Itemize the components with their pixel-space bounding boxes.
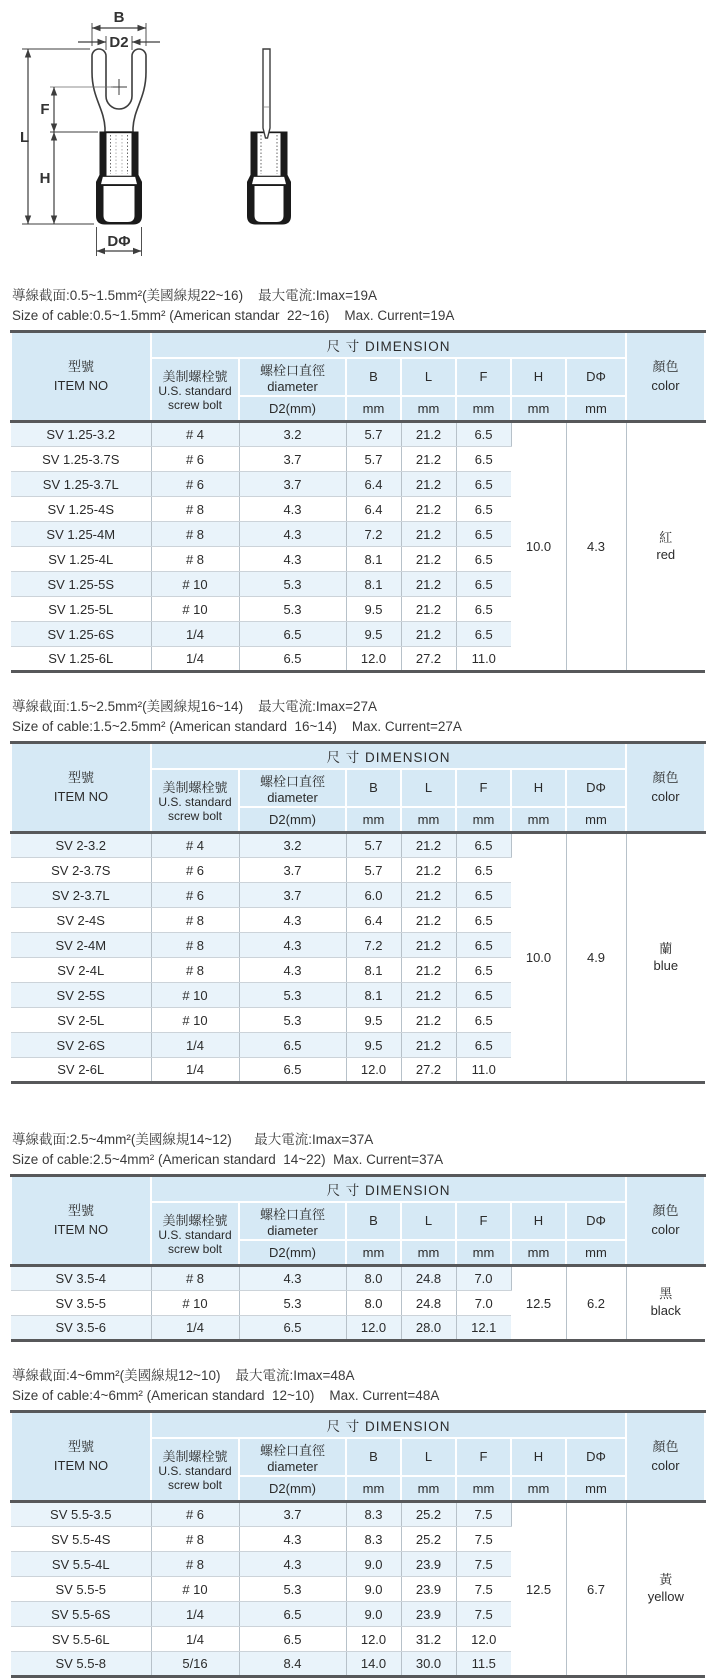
f-cell: 7.5	[456, 1502, 511, 1527]
header-dimension: 尺 寸 DIMENSION	[151, 743, 626, 769]
l-cell: 21.2	[401, 522, 456, 547]
header-unit-h: mm	[511, 1240, 566, 1266]
item-no-cell: SV 3.5-4	[11, 1266, 151, 1291]
header-unit-b: mm	[346, 1240, 401, 1266]
screw-bolt-cell: # 8	[151, 1527, 239, 1552]
table-body	[11, 1502, 705, 1677]
header-col-b: B	[346, 358, 401, 396]
b-cell: 5.7	[346, 833, 401, 858]
b-cell: 8.0	[346, 1266, 401, 1291]
header-unit-l: mm	[401, 1240, 456, 1266]
screw-bolt-cell: 1/4	[151, 1627, 239, 1652]
d2-cell: 6.5	[239, 1058, 346, 1083]
l-cell: 21.2	[401, 1033, 456, 1058]
b-cell: 6.4	[346, 497, 401, 522]
header-screw-bolt: 美制螺栓號 U.S. standard screw bolt	[151, 358, 239, 422]
h-value: 10.0	[511, 833, 566, 1083]
spec-section	[10, 284, 704, 673]
header-col-h: H	[511, 1438, 566, 1476]
header-col-dphi: DΦ	[566, 1438, 626, 1476]
l-cell: 21.2	[401, 958, 456, 983]
f-cell: 6.5	[456, 497, 511, 522]
section-title-zh: 導線截面:2.5~4mm²(美國線規14~12) 最大電流:Imax=37A	[12, 1132, 374, 1147]
screw-bolt-cell: # 10	[151, 983, 239, 1008]
item-no-cell: SV 2-4L	[11, 958, 151, 983]
header-unit-l: mm	[401, 807, 456, 833]
color-value: 黃 yellow	[626, 1502, 705, 1677]
d2-cell: 3.2	[239, 422, 346, 447]
d2-cell: 6.5	[239, 647, 346, 672]
item-no-cell: SV 5.5-5	[11, 1577, 151, 1602]
l-cell: 27.2	[401, 647, 456, 672]
table-body	[11, 1266, 705, 1341]
f-cell: 6.5	[456, 858, 511, 883]
table-body	[11, 422, 705, 672]
d2-cell: 3.7	[239, 472, 346, 497]
header-d2-unit: D2(mm)	[239, 1240, 346, 1266]
l-cell: 28.0	[401, 1316, 456, 1341]
pin-side	[263, 49, 270, 138]
item-no-cell: SV 5.5-6S	[11, 1602, 151, 1627]
screw-bolt-cell: 1/4	[151, 1602, 239, 1627]
header-unit-b: mm	[346, 1476, 401, 1502]
d2-cell: 4.3	[239, 1552, 346, 1577]
header-dimension: 尺 寸 DIMENSION	[151, 1412, 626, 1438]
screw-bolt-cell: # 10	[151, 1008, 239, 1033]
l-cell: 21.2	[401, 883, 456, 908]
b-cell: 8.1	[346, 547, 401, 572]
header-screw-bolt: 美制螺栓號 U.S. standard screw bolt	[151, 1438, 239, 1502]
l-cell: 31.2	[401, 1627, 456, 1652]
terminal-side-view	[248, 49, 291, 224]
section-title-en: Size of cable:4~6mm² (American standard 12~10) Max. Current=48A	[12, 1388, 440, 1403]
f-cell: 6.5	[456, 1008, 511, 1033]
table-row	[11, 422, 705, 447]
header-unit-h: mm	[511, 1476, 566, 1502]
header-unit-f: mm	[456, 1476, 511, 1502]
d2-cell: 4.3	[239, 908, 346, 933]
screw-bolt-cell: 1/4	[151, 1033, 239, 1058]
header-d2-unit: D2(mm)	[239, 396, 346, 422]
table-row	[11, 833, 705, 858]
section-title	[12, 284, 704, 323]
b-cell: 8.3	[346, 1527, 401, 1552]
d2-cell: 6.5	[239, 1316, 346, 1341]
f-cell: 7.5	[456, 1602, 511, 1627]
header-col-f: F	[456, 769, 511, 807]
dimension-table	[10, 1174, 706, 1342]
item-no-cell: SV 2-4S	[11, 908, 151, 933]
d2-cell: 5.3	[239, 572, 346, 597]
f-cell: 6.5	[456, 983, 511, 1008]
b-cell: 8.1	[346, 983, 401, 1008]
item-no-cell: SV 3.5-6	[11, 1316, 151, 1341]
item-no-cell: SV 2-5L	[11, 1008, 151, 1033]
item-no-cell: SV 3.5-5	[11, 1291, 151, 1316]
item-no-cell: SV 5.5-4L	[11, 1552, 151, 1577]
b-cell: 8.3	[346, 1502, 401, 1527]
item-no-cell: SV 1.25-3.7L	[11, 472, 151, 497]
l-cell: 21.2	[401, 622, 456, 647]
header-col-f: F	[456, 1202, 511, 1240]
item-no-cell: SV 1.25-4L	[11, 547, 151, 572]
l-cell: 21.2	[401, 858, 456, 883]
f-cell: 6.5	[456, 597, 511, 622]
sections	[10, 284, 704, 1678]
header-diameter: 螺栓口直徑 diameter	[239, 769, 346, 807]
b-cell: 12.0	[346, 647, 401, 672]
color-value: 蘭 blue	[626, 833, 705, 1083]
screw-bolt-cell: 1/4	[151, 647, 239, 672]
b-cell: 6.4	[346, 472, 401, 497]
b-cell: 9.5	[346, 1008, 401, 1033]
section-title-zh: 導線截面:0.5~1.5mm²(美國線規22~16) 最大電流:Imax=19A	[12, 288, 377, 303]
l-cell: 30.0	[401, 1652, 456, 1677]
header-unit-dphi: mm	[566, 396, 626, 422]
f-cell: 6.5	[456, 883, 511, 908]
l-cell: 23.9	[401, 1577, 456, 1602]
f-cell: 6.5	[456, 472, 511, 497]
header-dimension: 尺 寸 DIMENSION	[151, 1176, 626, 1202]
section-title-zh: 導線截面:1.5~2.5mm²(美國線規16~14) 最大電流:Imax=27A	[12, 699, 377, 714]
h-value: 12.5	[511, 1502, 566, 1677]
header-col-b: B	[346, 1438, 401, 1476]
b-cell: 5.7	[346, 858, 401, 883]
f-cell: 6.5	[456, 447, 511, 472]
screw-bolt-cell: # 8	[151, 933, 239, 958]
d2-cell: 5.3	[239, 597, 346, 622]
f-cell: 7.5	[456, 1577, 511, 1602]
header-item-no: 型號 ITEM NO	[11, 1412, 151, 1502]
b-cell: 7.2	[346, 522, 401, 547]
item-no-cell: SV 2-3.2	[11, 833, 151, 858]
l-cell: 21.2	[401, 422, 456, 447]
header-col-l: L	[401, 1438, 456, 1476]
l-cell: 21.2	[401, 933, 456, 958]
f-cell: 12.0	[456, 1627, 511, 1652]
f-cell: 11.0	[456, 647, 511, 672]
f-cell: 11.5	[456, 1652, 511, 1677]
item-no-cell: SV 1.25-6L	[11, 647, 151, 672]
header-d2-unit: D2(mm)	[239, 1476, 346, 1502]
screw-bolt-cell: # 10	[151, 1291, 239, 1316]
item-no-cell: SV 1.25-4M	[11, 522, 151, 547]
screw-bolt-cell: # 10	[151, 1577, 239, 1602]
item-no-cell: SV 5.5-3.5	[11, 1502, 151, 1527]
l-cell: 21.2	[401, 547, 456, 572]
item-no-cell: SV 2-6S	[11, 1033, 151, 1058]
dim-label-d2: D2	[109, 34, 129, 51]
item-no-cell: SV 2-3.7S	[11, 858, 151, 883]
l-cell: 24.8	[401, 1266, 456, 1291]
f-cell: 6.5	[456, 908, 511, 933]
screw-bolt-cell: # 6	[151, 883, 239, 908]
screw-bolt-cell: # 8	[151, 497, 239, 522]
b-cell: 9.5	[346, 597, 401, 622]
d2-cell: 4.3	[239, 1527, 346, 1552]
f-cell: 6.5	[456, 958, 511, 983]
l-cell: 21.2	[401, 833, 456, 858]
item-no-cell: SV 1.25-3.7S	[11, 447, 151, 472]
item-no-cell: SV 5.5-8	[11, 1652, 151, 1677]
f-cell: 6.5	[456, 522, 511, 547]
b-cell: 9.0	[346, 1602, 401, 1627]
screw-bolt-cell: # 10	[151, 572, 239, 597]
screw-bolt-cell: # 8	[151, 547, 239, 572]
header-unit-l: mm	[401, 1476, 456, 1502]
dim-label-b: B	[113, 10, 125, 26]
b-cell: 9.0	[346, 1577, 401, 1602]
d2-cell: 5.3	[239, 1577, 346, 1602]
b-cell: 14.0	[346, 1652, 401, 1677]
d2-cell: 4.3	[239, 522, 346, 547]
terminal-front-view	[50, 49, 146, 224]
header-unit-b: mm	[346, 396, 401, 422]
item-no-cell: SV 2-6L	[11, 1058, 151, 1083]
f-cell: 6.5	[456, 572, 511, 597]
dim-label-h: H	[39, 170, 51, 187]
header-unit-h: mm	[511, 807, 566, 833]
section-title	[12, 695, 704, 734]
dim-label-l: L	[20, 129, 30, 146]
header-col-b: B	[346, 769, 401, 807]
header-col-l: L	[401, 769, 456, 807]
dphi-value: 6.2	[566, 1266, 626, 1341]
header-item-no: 型號 ITEM NO	[11, 332, 151, 422]
item-no-cell: SV 5.5-4S	[11, 1527, 151, 1552]
section-title-en: Size of cable:0.5~1.5mm² (American standar 22~16) Max. Current=19A	[12, 308, 455, 323]
item-no-cell: SV 1.25-3.2	[11, 422, 151, 447]
dim-label-dphi: DΦ	[107, 233, 131, 250]
header-col-l: L	[401, 358, 456, 396]
header-col-dphi: DΦ	[566, 1202, 626, 1240]
item-no-cell: SV 2-4M	[11, 933, 151, 958]
l-cell: 27.2	[401, 1058, 456, 1083]
header-unit-h: mm	[511, 396, 566, 422]
screw-bolt-cell: # 8	[151, 908, 239, 933]
d2-cell: 6.5	[239, 1602, 346, 1627]
header-diameter: 螺栓口直徑 diameter	[239, 1202, 346, 1240]
header-unit-dphi: mm	[566, 807, 626, 833]
header-col-dphi: DΦ	[566, 769, 626, 807]
header-color: 顏色 color	[626, 743, 705, 833]
screw-bolt-cell: # 10	[151, 597, 239, 622]
header-unit-f: mm	[456, 807, 511, 833]
screw-bolt-cell: # 8	[151, 1552, 239, 1577]
header-col-h: H	[511, 769, 566, 807]
terminal-drawing	[14, 10, 326, 262]
h-value: 12.5	[511, 1266, 566, 1341]
dphi-value: 4.9	[566, 833, 626, 1083]
dimension-table	[10, 330, 706, 673]
l-cell: 21.2	[401, 1008, 456, 1033]
spec-section	[10, 1364, 704, 1678]
b-cell: 6.4	[346, 908, 401, 933]
l-cell: 25.2	[401, 1527, 456, 1552]
screw-bolt-cell: # 8	[151, 1266, 239, 1291]
screw-bolt-cell: 5/16	[151, 1652, 239, 1677]
l-cell: 23.9	[401, 1552, 456, 1577]
d2-cell: 4.3	[239, 497, 346, 522]
f-cell: 6.5	[456, 833, 511, 858]
item-no-cell: SV 2-3.7L	[11, 883, 151, 908]
header-unit-f: mm	[456, 1240, 511, 1266]
d2-cell: 5.3	[239, 1008, 346, 1033]
screw-bolt-cell: 1/4	[151, 1058, 239, 1083]
screw-bolt-cell: # 6	[151, 858, 239, 883]
item-no-cell: SV 1.25-5L	[11, 597, 151, 622]
b-cell: 12.0	[346, 1058, 401, 1083]
l-cell: 23.9	[401, 1602, 456, 1627]
d2-cell: 5.3	[239, 983, 346, 1008]
header-item-no: 型號 ITEM NO	[11, 1176, 151, 1266]
item-no-cell: SV 2-5S	[11, 983, 151, 1008]
header-unit-b: mm	[346, 807, 401, 833]
header-unit-f: mm	[456, 396, 511, 422]
section-title	[12, 1364, 704, 1403]
d2-cell: 3.7	[239, 447, 346, 472]
b-cell: 5.7	[346, 422, 401, 447]
item-no-cell: SV 1.25-6S	[11, 622, 151, 647]
screw-bolt-cell: # 8	[151, 522, 239, 547]
header-color: 顏色 color	[626, 1176, 705, 1266]
f-cell: 6.5	[456, 547, 511, 572]
header-d2-unit: D2(mm)	[239, 807, 346, 833]
table-row	[11, 1266, 705, 1291]
d2-cell: 4.3	[239, 933, 346, 958]
table-body	[11, 833, 705, 1083]
b-cell: 9.0	[346, 1552, 401, 1577]
screw-bolt-cell: # 6	[151, 447, 239, 472]
b-cell: 9.5	[346, 1033, 401, 1058]
dimension-table	[10, 741, 706, 1084]
f-cell: 7.5	[456, 1552, 511, 1577]
l-cell: 24.8	[401, 1291, 456, 1316]
b-cell: 8.1	[346, 572, 401, 597]
d2-cell: 3.2	[239, 833, 346, 858]
b-cell: 12.0	[346, 1627, 401, 1652]
screw-bolt-cell: # 8	[151, 958, 239, 983]
l-cell: 21.2	[401, 983, 456, 1008]
table-row	[11, 1502, 705, 1527]
section-title	[12, 1128, 704, 1167]
b-cell: 8.1	[346, 958, 401, 983]
header-screw-bolt: 美制螺栓號 U.S. standard screw bolt	[151, 769, 239, 833]
header-col-f: F	[456, 358, 511, 396]
b-cell: 12.0	[346, 1316, 401, 1341]
h-value: 10.0	[511, 422, 566, 672]
l-cell: 21.2	[401, 497, 456, 522]
d2-cell: 8.4	[239, 1652, 346, 1677]
b-cell: 6.0	[346, 883, 401, 908]
header-screw-bolt: 美制螺栓號 U.S. standard screw bolt	[151, 1202, 239, 1266]
dphi-value: 6.7	[566, 1502, 626, 1677]
f-cell: 6.5	[456, 933, 511, 958]
b-cell: 5.7	[346, 447, 401, 472]
d2-cell: 3.7	[239, 883, 346, 908]
header-color: 顏色 color	[626, 332, 705, 422]
color-value: 紅 red	[626, 422, 705, 672]
table-header	[11, 743, 705, 833]
screw-bolt-cell: # 4	[151, 422, 239, 447]
b-cell: 8.0	[346, 1291, 401, 1316]
f-cell: 6.5	[456, 422, 511, 447]
f-cell: 11.0	[456, 1058, 511, 1083]
d2-cell: 3.7	[239, 1502, 346, 1527]
d2-cell: 4.3	[239, 958, 346, 983]
b-cell: 9.5	[346, 622, 401, 647]
header-color: 顏色 color	[626, 1412, 705, 1502]
f-cell: 6.5	[456, 622, 511, 647]
header-diameter: 螺栓口直徑 diameter	[239, 358, 346, 396]
d2-cell: 6.5	[239, 1033, 346, 1058]
header-unit-l: mm	[401, 396, 456, 422]
f-cell: 7.5	[456, 1527, 511, 1552]
header-col-dphi: DΦ	[566, 358, 626, 396]
table-header	[11, 1176, 705, 1266]
header-col-b: B	[346, 1202, 401, 1240]
f-cell: 6.5	[456, 1033, 511, 1058]
header-col-h: H	[511, 1202, 566, 1240]
header-unit-dphi: mm	[566, 1240, 626, 1266]
dim-label-f: F	[40, 101, 50, 118]
spec-section	[10, 695, 704, 1084]
f-cell: 7.0	[456, 1291, 511, 1316]
dphi-value: 4.3	[566, 422, 626, 672]
section-title-zh: 導線截面:4~6mm²(美國線規12~10) 最大電流:Imax=48A	[12, 1368, 355, 1383]
header-col-f: F	[456, 1438, 511, 1476]
l-cell: 21.2	[401, 908, 456, 933]
header-unit-dphi: mm	[566, 1476, 626, 1502]
screw-bolt-cell: 1/4	[151, 622, 239, 647]
f-cell: 7.0	[456, 1266, 511, 1291]
l-cell: 25.2	[401, 1502, 456, 1527]
b-cell: 7.2	[346, 933, 401, 958]
item-no-cell: SV 1.25-4S	[11, 497, 151, 522]
header-dimension: 尺 寸 DIMENSION	[151, 332, 626, 358]
header-item-no: 型號 ITEM NO	[11, 743, 151, 833]
f-cell: 12.1	[456, 1316, 511, 1341]
color-value: 黑 black	[626, 1266, 705, 1341]
header-col-h: H	[511, 358, 566, 396]
d2-cell: 4.3	[239, 1266, 346, 1291]
dimension-table	[10, 1410, 706, 1678]
item-no-cell: SV 1.25-5S	[11, 572, 151, 597]
screw-bolt-cell: # 4	[151, 833, 239, 858]
table-header	[11, 332, 705, 422]
header-col-l: L	[401, 1202, 456, 1240]
l-cell: 21.2	[401, 572, 456, 597]
screw-bolt-cell: 1/4	[151, 1316, 239, 1341]
section-title-en: Size of cable:1.5~2.5mm² (American standard 16~14) Max. Current=27A	[12, 719, 462, 734]
spec-section	[10, 1128, 704, 1342]
header-diameter: 螺栓口直徑 diameter	[239, 1438, 346, 1476]
d2-cell: 5.3	[239, 1291, 346, 1316]
item-no-cell: SV 5.5-6L	[11, 1627, 151, 1652]
d2-cell: 3.7	[239, 858, 346, 883]
l-cell: 21.2	[401, 597, 456, 622]
section-title-en: Size of cable:2.5~4mm² (American standard 14~22) Max. Current=37A	[12, 1152, 444, 1167]
d2-cell: 6.5	[239, 622, 346, 647]
d2-cell: 6.5	[239, 1627, 346, 1652]
screw-bolt-cell: # 6	[151, 472, 239, 497]
d2-cell: 4.3	[239, 547, 346, 572]
l-cell: 21.2	[401, 472, 456, 497]
screw-bolt-cell: # 6	[151, 1502, 239, 1527]
table-header	[11, 1412, 705, 1502]
l-cell: 21.2	[401, 447, 456, 472]
